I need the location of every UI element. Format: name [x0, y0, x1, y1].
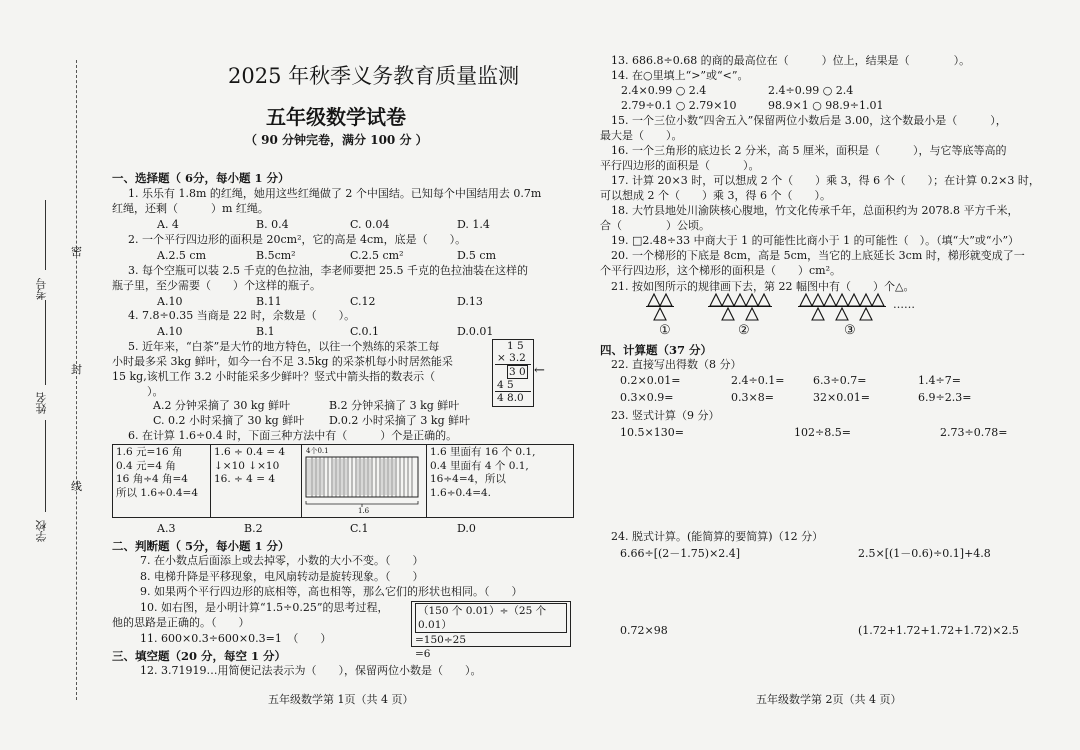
side-label-xuexiao: 学校: [35, 520, 48, 542]
side-mark-mi: 密: [71, 245, 82, 258]
section-1-heading: 一、选择题（ 6分，每小题 1 分）: [112, 171, 290, 185]
q5-opt-c: C. 0.2 小时采摘了 30 kg 鲜叶: [153, 414, 305, 427]
q1-text-2: 红绳，还剩（ ）m 红绳。: [112, 202, 269, 215]
q10-box-line-3: =6: [415, 648, 431, 660]
q6-a-line-1: 1.6 元=16 角: [116, 446, 183, 458]
calc-line-3: 3 0: [509, 366, 526, 378]
section-2-heading: 二、判断题（ 5分，每小题 1 分）: [112, 539, 290, 553]
q6-decimal-grid-diagram: [304, 453, 422, 515]
q24-text: 24. 脱式计算。(能简算的要简算)（12 分）: [611, 530, 824, 543]
q16-text-2: 平行四边形的面积是（ ）。: [600, 159, 760, 172]
q5-text-2: 小时最多采 3kg 鲜叶，如今一台不足 3.5kg 的采茶机每小时居然能采: [112, 355, 453, 368]
right-page-footer: 五年级数学第 2页（共 4 页）: [756, 693, 902, 706]
q23-item-1: 10.5×130=: [620, 426, 684, 439]
q14-item-4: 98.9×1 ○ 98.9÷1.01: [768, 99, 884, 112]
q6-b-line-1: 1.6 ÷ 0.4 = 4: [214, 446, 286, 458]
q17-text-1: 17. 计算 20×3 时，可以想成 2 个（ ）乘 3，得 6 个（ ）；在计算 0.2×3 时，: [611, 174, 1040, 187]
q21-text: 21. 按如图所示的规律画下去，第 22 幅图中有（ ）个△。: [611, 280, 915, 293]
side-mark-xian: 线: [71, 480, 82, 493]
q23-item-3: 2.73÷0.78=: [940, 426, 1008, 439]
q13-text: 13. 686.8÷0.68 的商的最高位在（ ）位上，结果是（ ）。: [611, 54, 971, 67]
q5-text-3: 15 kg,该机工作 3.2 小时能采多少鲜叶？竖式中箭头指的数表示（: [112, 370, 436, 383]
q20-text-2: 个平行四边形，这个梯形的面积是（ ）cm²。: [600, 264, 841, 277]
side-label-kaohao: 考号: [35, 278, 48, 300]
exam-subtitle: 五年级数学试卷: [266, 105, 406, 129]
q14-item-3: 2.79÷0.1 ○ 2.79×10: [621, 99, 737, 112]
triangle: [654, 308, 666, 320]
q7-text: 7. 在小数点后面添上或去掉零，小数的大小不变。（ ）: [140, 554, 424, 567]
q6-methods-table: [112, 444, 574, 518]
q15-text-1: 15. 一个三位小数“四舍五入”保留两位小数后是 3.00，这个数最小是（ ），: [611, 114, 1007, 127]
q3-text-1: 3. 每个空瓶可以装 2.5 千克的色拉油，李老师要把 25.5 千克的色拉油装在这样的: [128, 264, 528, 277]
exam-title: 2025 年秋季义务教育质量监测: [228, 64, 520, 88]
q6-method-d: [427, 445, 574, 518]
q6-a-line-2: 0.4 元=4 角: [116, 459, 176, 472]
q3-opt-d: D.13: [457, 295, 483, 308]
q22-item-4: 1.4÷7=: [918, 374, 961, 387]
q4-opt-a: A.10: [157, 325, 183, 338]
q16-text-1: 16. 一个三角形的底边长 2 分米，高 5 厘米，面积是（ ），与它等底等高的: [611, 144, 1007, 157]
q1-opt-d: D. 1.4: [457, 218, 490, 231]
calc-line-2: × 3.2: [497, 352, 526, 364]
side-mark-feng: 封: [71, 363, 82, 376]
q22-item-1: 0.2×0.01=: [620, 374, 681, 387]
q17-text-2: 可以想成 2 个（ ）乘 3，得 6 个（ ）。: [600, 189, 831, 202]
arrow-left-icon: ←: [534, 363, 545, 378]
q6-method-b: [211, 445, 302, 518]
q6-a-line-4: 所以 1.6÷0.4=4: [116, 486, 199, 499]
q22-text: 22. 直接写出得数（8 分）: [611, 358, 742, 371]
section-3-heading: 三、填空题（20 分，每空 1 分）: [112, 649, 287, 663]
xuexiao-line: [45, 420, 46, 512]
q9-text: 9. 如果两个平行四边形的底相等，高也相等，那么它们的形状也相同。（ ）: [140, 585, 523, 598]
q19-text: 19. □2.48÷33 中商大于 1 的可能性比商小于 1 的可能性（ ）。（填“大”或“小”）: [611, 234, 1020, 247]
q22-item-7: 32×0.01=: [813, 391, 870, 404]
q20-text-1: 20. 一个梯形的下底是 8cm，高是 5cm，当它的上底延长 3cm 时，梯形就变成了一: [611, 249, 1025, 262]
q18-text-1: 18. 大竹县地处川渝陕核心腹地，竹文化传承千年，总面积约为 2078.8 平方千米，: [611, 204, 1019, 217]
q6-opt-d: D.0: [457, 522, 476, 535]
q6-b-line-2: ↓×10 ↓×10: [214, 459, 280, 472]
q21-ellipsis: ……: [893, 298, 915, 311]
q22-item-2: 2.4÷0.1=: [731, 374, 785, 387]
q22-item-3: 6.3÷0.7=: [813, 374, 867, 387]
binding-dashed-line: [76, 60, 77, 700]
q21-label-1: ①: [659, 323, 671, 338]
q15-text-2: 最大是（ ）。: [600, 129, 683, 142]
q5-text-1: 5. 近年来，“白茶”是大竹的地方特色，以往一个熟练的采茶工每: [128, 340, 440, 353]
q10-text-2: 他的思路是正确的。（ ）: [112, 616, 250, 629]
section-4-heading: 四、计算题（37 分）: [600, 343, 713, 357]
q6-c-bottom-label: 1.6: [358, 507, 370, 515]
q21-label-3: ③: [844, 323, 856, 338]
q5-opt-b: B.2 分钟采摘了 3 kg 鲜叶: [329, 399, 460, 412]
q6-b-line-3: 16. ÷ 4 = 4: [214, 473, 276, 485]
left-page-footer: 五年级数学第 1页（共 4 页）: [268, 693, 414, 706]
q23-item-2: 102÷8.5=: [794, 426, 851, 439]
q2-text: 2. 一个平行四边形的面积是 20cm²，它的高是 4cm，底是（ ）。: [128, 233, 467, 246]
q8-text: 8. 电梯升降是平移现象，电风扇转动是旋转现象。（ ）: [140, 570, 424, 583]
q14-text: 14. 在○里填上“>”或“<”。: [611, 69, 749, 82]
q11-text: 11. 600×0.3÷600×0.3=1 （ ）: [140, 632, 332, 645]
q10-box-line-1: （150 个 0.01）÷（25 个 0.01）: [415, 603, 567, 633]
q18-text-2: 合（ ）公顷。: [600, 219, 710, 232]
q21-label-2: ②: [738, 323, 750, 338]
q3-opt-b: B.11: [256, 295, 282, 308]
q22-item-6: 0.3×8=: [731, 391, 774, 404]
q5-vertical-calc: [492, 339, 534, 407]
q6-text: 6. 在计算 1.6÷0.4 时，下面三种方法中有（ ）个是正确的。: [128, 429, 458, 442]
q10-text-1: 10. 如右图，是小明计算“1.5÷0.25”的思考过程，: [140, 601, 389, 614]
q6-d-line-1: 1.6 里面有 16 个 0.1,: [430, 446, 536, 458]
q14-item-1: 2.4×0.99 ○ 2.4: [621, 84, 707, 97]
q6-d-line-3: 16÷4=4，所以 1.6÷0.4=4.: [430, 473, 506, 499]
q4-opt-b: B.1: [256, 325, 275, 338]
calc-line-1: 1 5: [507, 340, 524, 352]
q10-box-line-2: =150÷25: [415, 634, 466, 646]
q22-item-5: 0.3×0.9=: [620, 391, 674, 404]
q22-item-8: 6.9÷2.3=: [918, 391, 972, 404]
q24-item-2: 2.5×[(1－0.6)÷0.1]+4.8: [858, 547, 991, 560]
calc-line-5: 4 8.0: [497, 392, 524, 404]
q3-text-2: 瓶子里，至少需要（ ）个这样的瓶子。: [112, 279, 321, 292]
exam-note: （ 90 分钟完卷，满分 100 分 ）: [245, 133, 428, 147]
q2-opt-b: B.5cm²: [256, 249, 296, 262]
q24-item-3: 0.72×98: [620, 624, 668, 637]
q6-d-line-2: 0.4 里面有 4 个 0.1,: [430, 459, 529, 472]
q10-thinking-box: [411, 601, 571, 660]
q4-opt-d: D.0.01: [457, 325, 494, 338]
q1-opt-a: A. 4: [157, 218, 179, 231]
q24-item-1: 6.66÷[(2－1.75)×2.4]: [620, 547, 741, 560]
q1-opt-c: C. 0.04: [350, 218, 390, 231]
q2-opt-d: D.5 cm: [457, 249, 497, 262]
q24-item-4: (1.72+1.72+1.72+1.72)×2.5: [858, 624, 1019, 637]
q6-method-a: [113, 445, 211, 518]
q5-opt-a: A.2 分钟采摘了 30 kg 鲜叶: [153, 399, 291, 412]
q4-opt-c: C.0.1: [350, 325, 380, 338]
q3-opt-a: A.10: [157, 295, 183, 308]
q6-opt-b: B.2: [244, 522, 263, 535]
triangle: [660, 294, 672, 306]
q6-c-top-label: 4个0.1: [306, 447, 329, 455]
q6-opt-c: C.1: [350, 522, 369, 535]
q5-opt-d: D.0.2 小时采摘了 3 kg 鲜叶: [329, 414, 471, 427]
q6-method-c: [302, 445, 427, 518]
q6-a-line-3: 16 角÷4 角=4: [116, 473, 188, 485]
kaohao-line: [45, 200, 46, 270]
q2-opt-a: A.2.5 cm: [157, 249, 207, 262]
q1-text-1: 1. 乐乐有 1.8m 的红绳，她用这些红绳做了 2 个中国结。已知每个中国结用去 0.7m: [128, 187, 542, 200]
xingming-line: [45, 300, 46, 385]
side-label-xingming: 姓名: [35, 392, 48, 414]
q5-text-4: ）。: [147, 385, 164, 398]
triangle: [648, 294, 660, 306]
q3-opt-c: C.12: [350, 295, 376, 308]
q2-opt-c: C.2.5 cm²: [350, 249, 404, 262]
q4-text: 4. 7.8÷0.35 当商是 22 时，余数是（ ）。: [128, 309, 356, 322]
q14-item-2: 2.4÷0.99 ○ 2.4: [768, 84, 854, 97]
calc-line-4: 4 5: [497, 379, 514, 391]
q6-opt-a: A.3: [157, 522, 176, 535]
q23-text: 23. 竖式计算（9 分）: [611, 409, 720, 422]
q1-opt-b: B. 0.4: [256, 218, 289, 231]
q12-text: 12. 3.71919…用简便记法表示为（ ），保留两位小数是（ ）。: [140, 664, 482, 677]
